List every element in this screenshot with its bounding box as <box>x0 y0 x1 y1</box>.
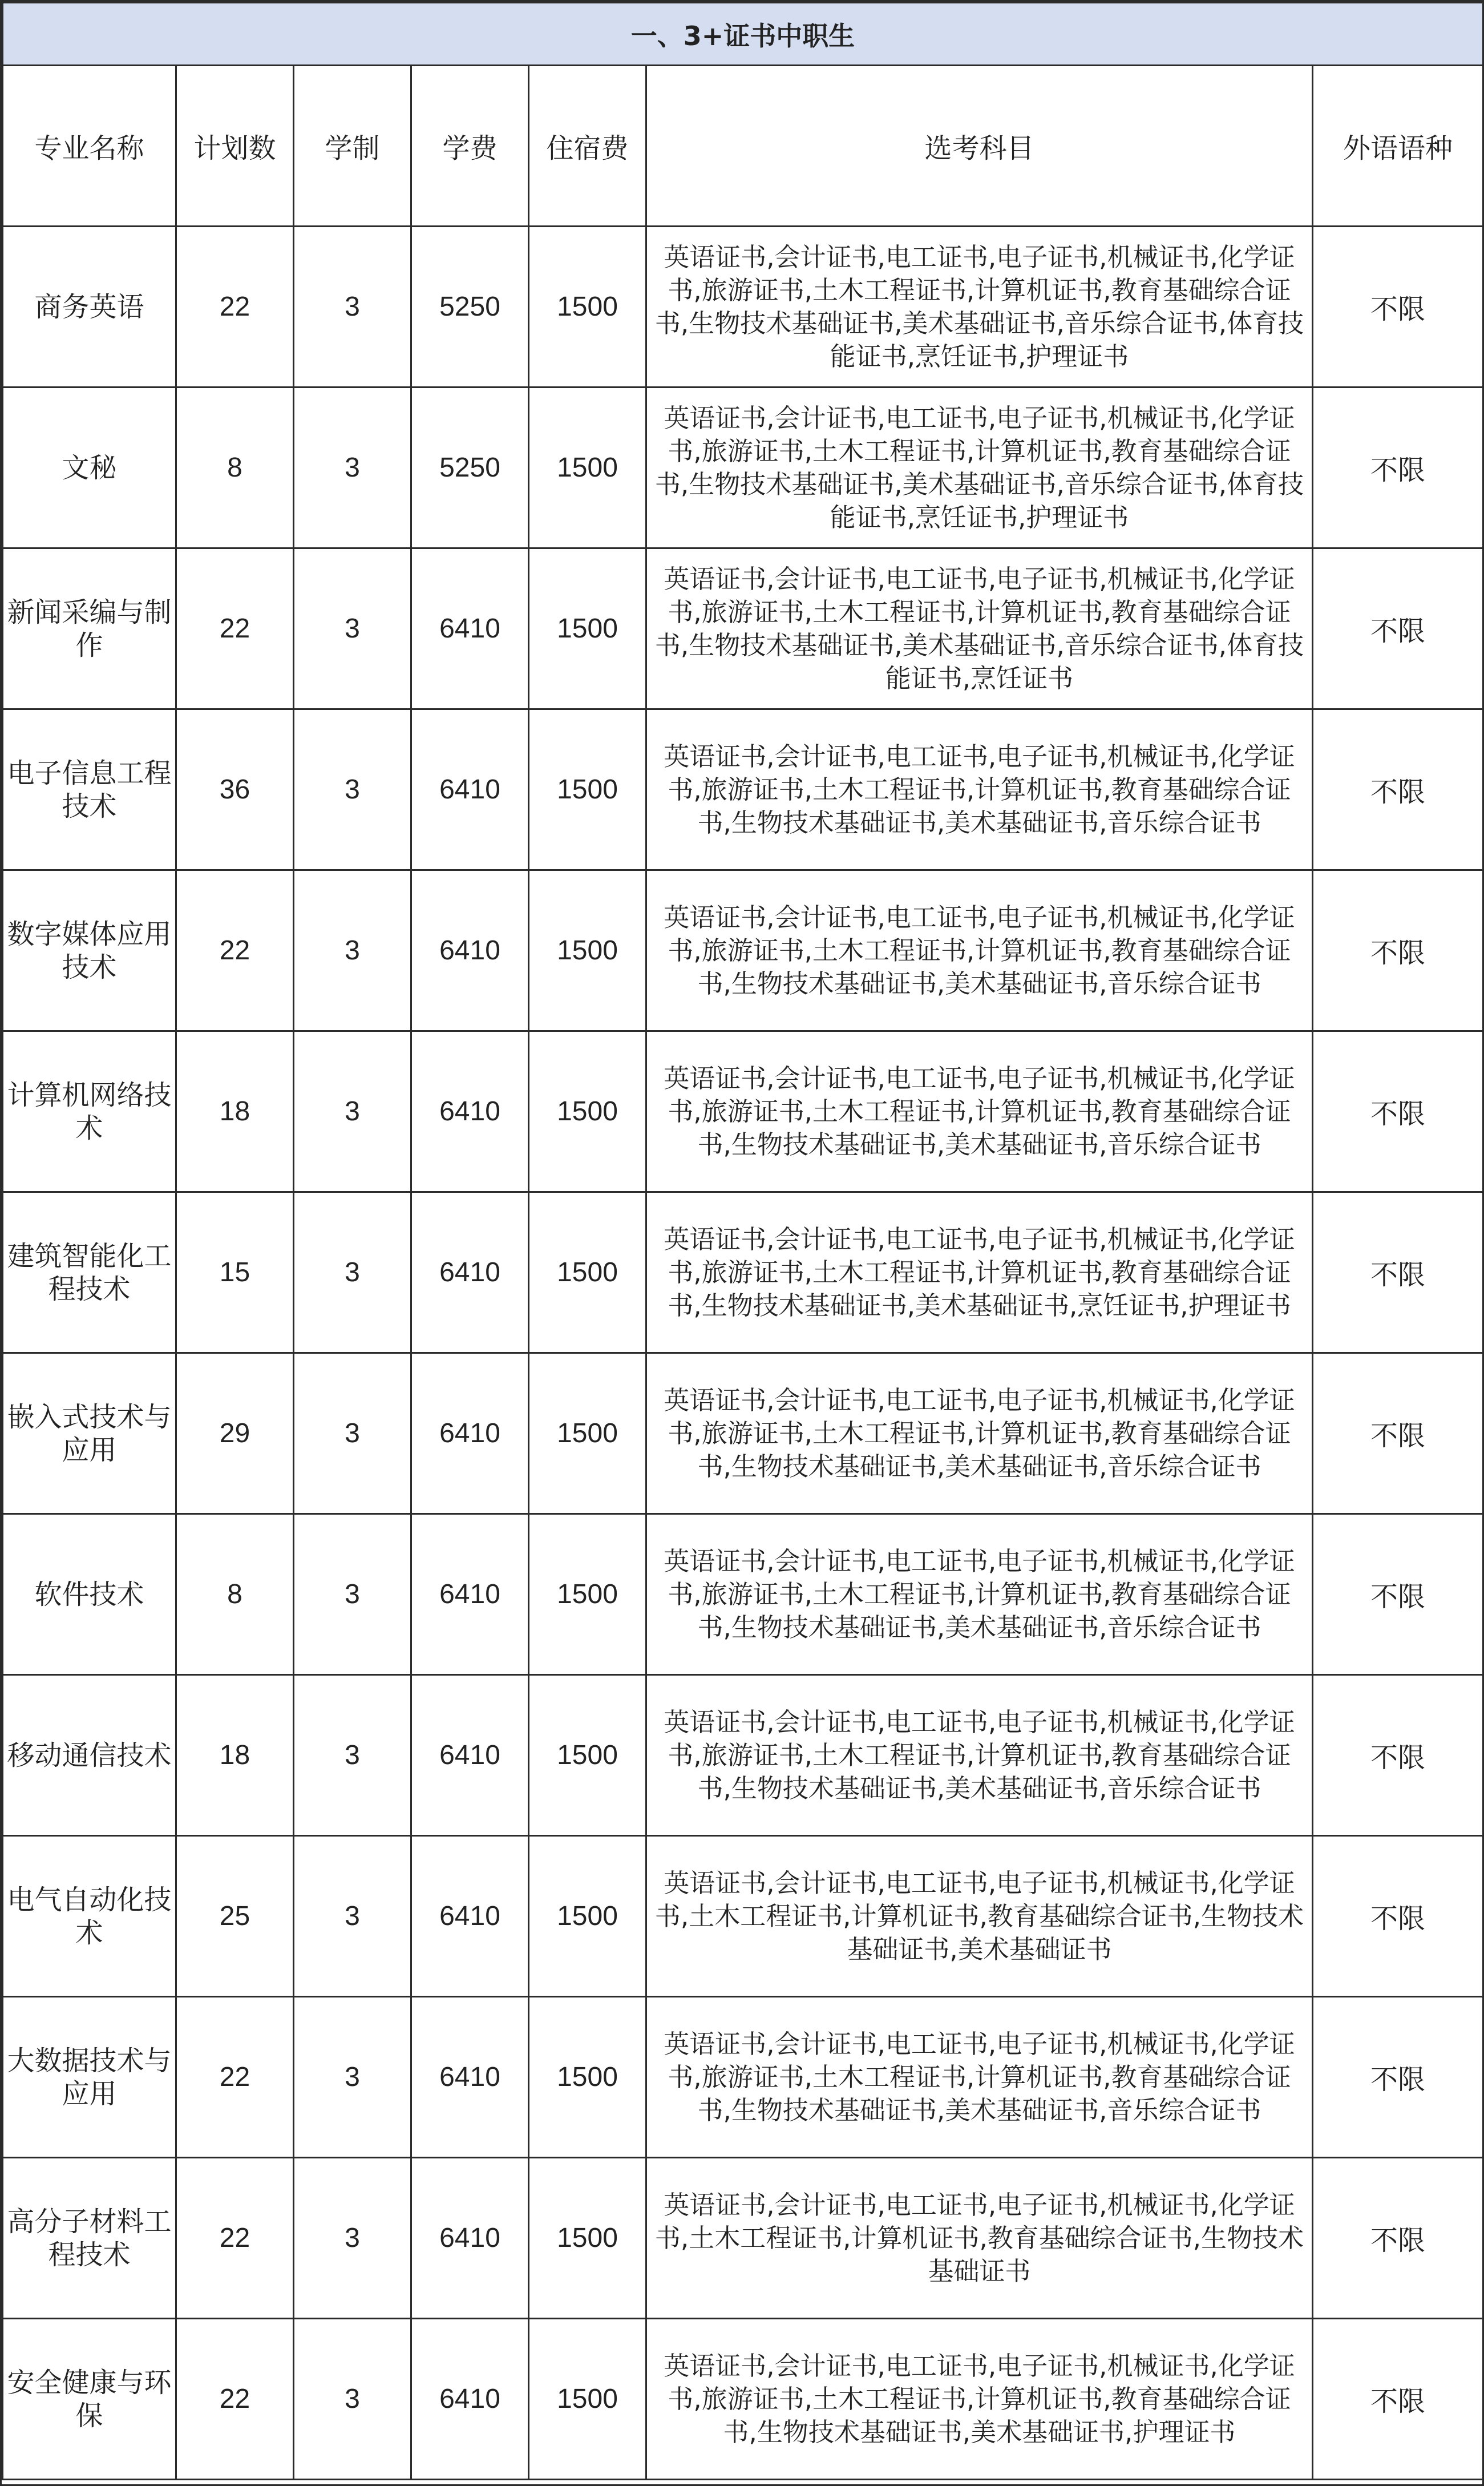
cell-tuition: 6410 <box>411 870 529 1031</box>
cell-tuition: 6410 <box>411 1031 529 1192</box>
cell-years: 3 <box>294 548 411 709</box>
cell-subjects: 英语证书,会计证书,电工证书,电子证书,机械证书,化学证书,旅游证书,土木工程证书,计算机证书,教育基础综合证书,生物技术基础证书,美术基础证书,音乐综合证书,体育技能证书,烹饪证书,护理证书 <box>646 388 1313 548</box>
cell-years: 3 <box>294 2158 411 2319</box>
cell-tuition: 6410 <box>411 2319 529 2480</box>
cell-tuition: 6410 <box>411 1514 529 1675</box>
cell-language: 不限 <box>1313 227 1483 388</box>
cell-plan: 22 <box>176 2158 294 2319</box>
cell-language: 不限 <box>1313 1997 1483 2158</box>
cell-major: 新闻采编与制作 <box>3 548 176 709</box>
cell-dorm: 1500 <box>529 1836 646 1997</box>
cell-plan: 18 <box>176 1031 294 1192</box>
cell-years: 3 <box>294 870 411 1031</box>
cell-language: 不限 <box>1313 709 1483 870</box>
cell-subjects: 英语证书,会计证书,电工证书,电子证书,机械证书,化学证书,旅游证书,土木工程证书,计算机证书,教育基础综合证书,生物技术基础证书,美术基础证书,音乐综合证书,体育技能证书,烹饪证书 <box>646 548 1313 709</box>
enrollment-table <box>2 2 1484 2480</box>
cell-tuition: 6410 <box>411 1997 529 2158</box>
header-major: 专业名称 <box>3 66 176 227</box>
cell-dorm: 1500 <box>529 1192 646 1353</box>
cell-years: 3 <box>294 1514 411 1675</box>
cell-dorm: 1500 <box>529 227 646 388</box>
cell-subjects: 英语证书,会计证书,电工证书,电子证书,机械证书,化学证书,旅游证书,土木工程证书,计算机证书,教育基础综合证书,生物技术基础证书,美术基础证书,音乐综合证书 <box>646 1353 1313 1514</box>
cell-subjects: 英语证书,会计证书,电工证书,电子证书,机械证书,化学证书,旅游证书,土木工程证书,计算机证书,教育基础综合证书,生物技术基础证书,美术基础证书,音乐综合证书 <box>646 1514 1313 1675</box>
cell-plan: 22 <box>176 2319 294 2480</box>
cell-years: 3 <box>294 1192 411 1353</box>
table-row <box>3 2319 1483 2480</box>
table-title: 一、3+证书中职生 <box>3 3 1483 66</box>
cell-language: 不限 <box>1313 2319 1483 2480</box>
cell-years: 3 <box>294 227 411 388</box>
cell-years: 3 <box>294 1675 411 1836</box>
cell-plan: 8 <box>176 1514 294 1675</box>
header-dorm: 住宿费 <box>529 66 646 227</box>
cell-subjects: 英语证书,会计证书,电工证书,电子证书,机械证书,化学证书,旅游证书,土木工程证书,计算机证书,教育基础综合证书,生物技术基础证书,美术基础证书,护理证书 <box>646 2319 1313 2480</box>
cell-language: 不限 <box>1313 1353 1483 1514</box>
cell-dorm: 1500 <box>529 1031 646 1192</box>
cell-tuition: 6410 <box>411 1836 529 1997</box>
table-row <box>3 2158 1483 2319</box>
cell-tuition: 6410 <box>411 2158 529 2319</box>
cell-language: 不限 <box>1313 1836 1483 1997</box>
table-row <box>3 548 1483 709</box>
header-language: 外语语种 <box>1313 66 1483 227</box>
cell-plan: 22 <box>176 870 294 1031</box>
cell-major: 安全健康与环保 <box>3 2319 176 2480</box>
cell-plan: 22 <box>176 1997 294 2158</box>
cell-plan: 8 <box>176 388 294 548</box>
header-subjects: 选考科目 <box>646 66 1313 227</box>
cell-dorm: 1500 <box>529 548 646 709</box>
cell-tuition: 6410 <box>411 1353 529 1514</box>
table-title-row <box>3 3 1483 66</box>
cell-plan: 29 <box>176 1353 294 1514</box>
cell-years: 3 <box>294 1997 411 2158</box>
cell-subjects: 英语证书,会计证书,电工证书,电子证书,机械证书,化学证书,旅游证书,土木工程证书,计算机证书,教育基础综合证书,生物技术基础证书,美术基础证书,音乐综合证书,体育技能证书,烹饪证书,护理证书 <box>646 227 1313 388</box>
cell-major: 计算机网络技术 <box>3 1031 176 1192</box>
cell-subjects: 英语证书,会计证书,电工证书,电子证书,机械证书,化学证书,土木工程证书,计算机证书,教育基础综合证书,生物技术基础证书,美术基础证书 <box>646 1836 1313 1997</box>
cell-dorm: 1500 <box>529 870 646 1031</box>
table-row <box>3 1675 1483 1836</box>
cell-major: 电子信息工程技术 <box>3 709 176 870</box>
cell-subjects: 英语证书,会计证书,电工证书,电子证书,机械证书,化学证书,旅游证书,土木工程证书,计算机证书,教育基础综合证书,生物技术基础证书,美术基础证书,音乐综合证书 <box>646 1997 1313 2158</box>
cell-language: 不限 <box>1313 548 1483 709</box>
table-row <box>3 1514 1483 1675</box>
cell-dorm: 1500 <box>529 2319 646 2480</box>
cell-years: 3 <box>294 388 411 548</box>
cell-major: 商务英语 <box>3 227 176 388</box>
cell-years: 3 <box>294 2319 411 2480</box>
table-row <box>3 1031 1483 1192</box>
cell-dorm: 1500 <box>529 2158 646 2319</box>
cell-major: 数字媒体应用技术 <box>3 870 176 1031</box>
cell-subjects: 英语证书,会计证书,电工证书,电子证书,机械证书,化学证书,旅游证书,土木工程证书,计算机证书,教育基础综合证书,生物技术基础证书,美术基础证书,烹饪证书,护理证书 <box>646 1192 1313 1353</box>
table-row <box>3 1997 1483 2158</box>
cell-subjects: 英语证书,会计证书,电工证书,电子证书,机械证书,化学证书,旅游证书,土木工程证书,计算机证书,教育基础综合证书,生物技术基础证书,美术基础证书,音乐综合证书 <box>646 1031 1313 1192</box>
table-row <box>3 870 1483 1031</box>
table-row <box>3 1353 1483 1514</box>
table-row <box>3 1836 1483 1997</box>
cell-language: 不限 <box>1313 1192 1483 1353</box>
cell-plan: 22 <box>176 548 294 709</box>
cell-years: 3 <box>294 1353 411 1514</box>
cell-tuition: 5250 <box>411 388 529 548</box>
cell-dorm: 1500 <box>529 1514 646 1675</box>
cell-language: 不限 <box>1313 1514 1483 1675</box>
cell-years: 3 <box>294 1836 411 1997</box>
cell-plan: 36 <box>176 709 294 870</box>
cell-major: 软件技术 <box>3 1514 176 1675</box>
table-row <box>3 1192 1483 1353</box>
cell-years: 3 <box>294 1031 411 1192</box>
cell-tuition: 6410 <box>411 548 529 709</box>
header-tuition: 学费 <box>411 66 529 227</box>
cell-major: 高分子材料工程技术 <box>3 2158 176 2319</box>
cell-language: 不限 <box>1313 1675 1483 1836</box>
cell-plan: 22 <box>176 227 294 388</box>
cell-language: 不限 <box>1313 2158 1483 2319</box>
cell-plan: 15 <box>176 1192 294 1353</box>
cell-subjects: 英语证书,会计证书,电工证书,电子证书,机械证书,化学证书,旅游证书,土木工程证书,计算机证书,教育基础综合证书,生物技术基础证书,美术基础证书,音乐综合证书 <box>646 1675 1313 1836</box>
cell-tuition: 5250 <box>411 227 529 388</box>
cell-language: 不限 <box>1313 870 1483 1031</box>
table-row <box>3 709 1483 870</box>
cell-dorm: 1500 <box>529 1353 646 1514</box>
cell-major: 电气自动化技术 <box>3 1836 176 1997</box>
cell-language: 不限 <box>1313 1031 1483 1192</box>
header-row <box>3 66 1483 227</box>
cell-dorm: 1500 <box>529 1675 646 1836</box>
cell-dorm: 1500 <box>529 709 646 870</box>
cell-years: 3 <box>294 709 411 870</box>
header-plan: 计划数 <box>176 66 294 227</box>
cell-dorm: 1500 <box>529 388 646 548</box>
cell-major: 文秘 <box>3 388 176 548</box>
cell-dorm: 1500 <box>529 1997 646 2158</box>
cell-language: 不限 <box>1313 388 1483 548</box>
cell-major: 嵌入式技术与应用 <box>3 1353 176 1514</box>
cell-plan: 18 <box>176 1675 294 1836</box>
table-row <box>3 227 1483 388</box>
cell-major: 建筑智能化工程技术 <box>3 1192 176 1353</box>
cell-subjects: 英语证书,会计证书,电工证书,电子证书,机械证书,化学证书,旅游证书,土木工程证书,计算机证书,教育基础综合证书,生物技术基础证书,美术基础证书,音乐综合证书 <box>646 709 1313 870</box>
cell-major: 大数据技术与应用 <box>3 1997 176 2158</box>
cell-tuition: 6410 <box>411 1192 529 1353</box>
cell-tuition: 6410 <box>411 1675 529 1836</box>
cell-plan: 25 <box>176 1836 294 1997</box>
header-years: 学制 <box>294 66 411 227</box>
cell-subjects: 英语证书,会计证书,电工证书,电子证书,机械证书,化学证书,旅游证书,土木工程证书,计算机证书,教育基础综合证书,生物技术基础证书,美术基础证书,音乐综合证书 <box>646 870 1313 1031</box>
cell-major: 移动通信技术 <box>3 1675 176 1836</box>
cell-subjects: 英语证书,会计证书,电工证书,电子证书,机械证书,化学证书,土木工程证书,计算机证书,教育基础综合证书,生物技术基础证书 <box>646 2158 1313 2319</box>
cell-tuition: 6410 <box>411 709 529 870</box>
table-row <box>3 388 1483 548</box>
